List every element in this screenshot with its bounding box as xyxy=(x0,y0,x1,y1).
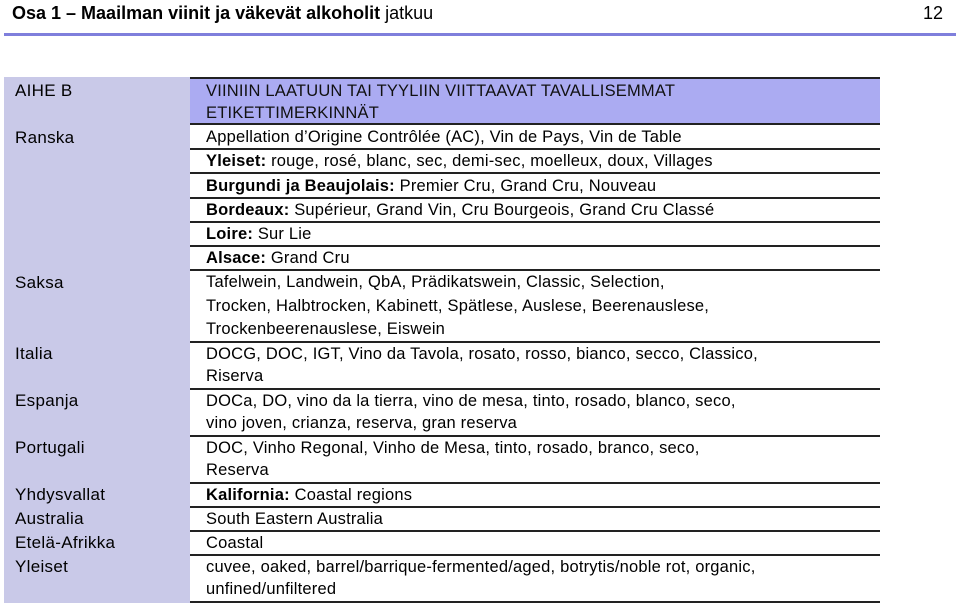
general-line-1: cuvee, oaked, barrel/barrique-fermented/aged, botrytis/noble rot, organic, xyxy=(206,558,756,576)
france-row-2 xyxy=(206,149,713,173)
france-row-4 xyxy=(206,198,714,222)
page-number: 12 xyxy=(922,3,943,23)
page-title-bold: Osa 1 – Maailman viinit ja väkevät alkoholit xyxy=(12,3,381,23)
page-title xyxy=(12,2,433,24)
column-heading-line-2: ETIKETTIMERKINNÄT xyxy=(206,104,379,122)
column-heading-topic: AIHE B xyxy=(15,81,73,100)
row-divider xyxy=(190,601,880,603)
region-label-france: Ranska xyxy=(15,128,75,147)
france-row-3-label: Burgundi ja Beaujolais: xyxy=(206,177,395,195)
france-row-5 xyxy=(206,222,312,246)
region-label-germany: Saksa xyxy=(15,273,64,292)
germany-line-1: Tafelwein, Landwein, QbA, Prädikatswein, Classic, Selection, xyxy=(206,273,665,291)
spain-line-1: DOCa, DO, vino da la tierra, vino de mesa, tinto, rosado, blanco, seco, xyxy=(206,392,736,410)
france-row-2-text: rouge, rosé, blanc, sec, demi-sec, moelleux, doux, Villages xyxy=(266,152,713,170)
france-row-6 xyxy=(206,246,350,270)
page-header xyxy=(0,0,959,30)
usa-line xyxy=(206,483,412,507)
region-label-general: Yleiset xyxy=(15,557,69,576)
portugal-line-1: DOC, Vinho Regonal, Vinho de Mesa, tinto, rosado, branco, seco, xyxy=(206,439,700,457)
usa-bold-label: Kalifornia: xyxy=(206,486,290,504)
south-africa-line: Coastal xyxy=(206,534,264,552)
italy-line-1: DOCG, DOC, IGT, Vino da Tavola, rosato, rosso, bianco, secco, Classico, xyxy=(206,345,758,363)
region-label-spain: Espanja xyxy=(15,391,79,410)
italy-line-2: Riserva xyxy=(206,367,264,385)
region-label-italy: Italia xyxy=(15,344,53,363)
usa-text: Coastal regions xyxy=(289,486,413,504)
general-line-2: unfined/unfiltered xyxy=(206,580,337,598)
france-row-3 xyxy=(206,174,656,198)
france-row-4-label: Bordeaux: xyxy=(206,201,290,219)
page-title-rest: jatkuu xyxy=(380,3,434,23)
france-row-6-label: Alsace: xyxy=(206,249,267,267)
france-row-2-label: Yleiset: xyxy=(206,152,267,170)
region-label-south-africa: Etelä-Afrikka xyxy=(15,533,116,552)
portugal-line-2: Reserva xyxy=(206,461,269,479)
germany-line-2: Trocken, Halbtrocken, Kabinett, Spätlese, Auslese, Beerenauslese, xyxy=(206,297,710,315)
france-row-3-text: Premier Cru, Grand Cru, Nouveau xyxy=(394,177,657,195)
france-row-5-label: Loire: xyxy=(206,225,254,243)
region-label-australia: Australia xyxy=(15,509,84,528)
france-row-6-text: Grand Cru xyxy=(266,249,350,267)
region-label-usa: Yhdysvallat xyxy=(15,485,106,504)
germany-line-3: Trockenbeerenauslese, Eiswein xyxy=(206,320,446,338)
france-row-1: Appellation d’Origine Contrôlée (AC), Vin de Pays, Vin de Table xyxy=(206,128,682,146)
region-label-portugal: Portugali xyxy=(15,438,85,457)
france-row-5-text: Sur Lie xyxy=(253,225,312,243)
spain-line-2: vino joven, crianza, reserva, gran reserva xyxy=(206,414,518,432)
header-rule xyxy=(4,33,956,36)
australia-line: South Eastern Australia xyxy=(206,510,384,528)
france-row-4-text: Supérieur, Grand Vin, Cru Bourgeois, Grand Cru Classé xyxy=(289,201,715,219)
column-heading-line-1: VIINIIN LAATUUN TAI TYYLIIN VIITTAAVAT TAVALLISEMMAT xyxy=(206,82,676,100)
